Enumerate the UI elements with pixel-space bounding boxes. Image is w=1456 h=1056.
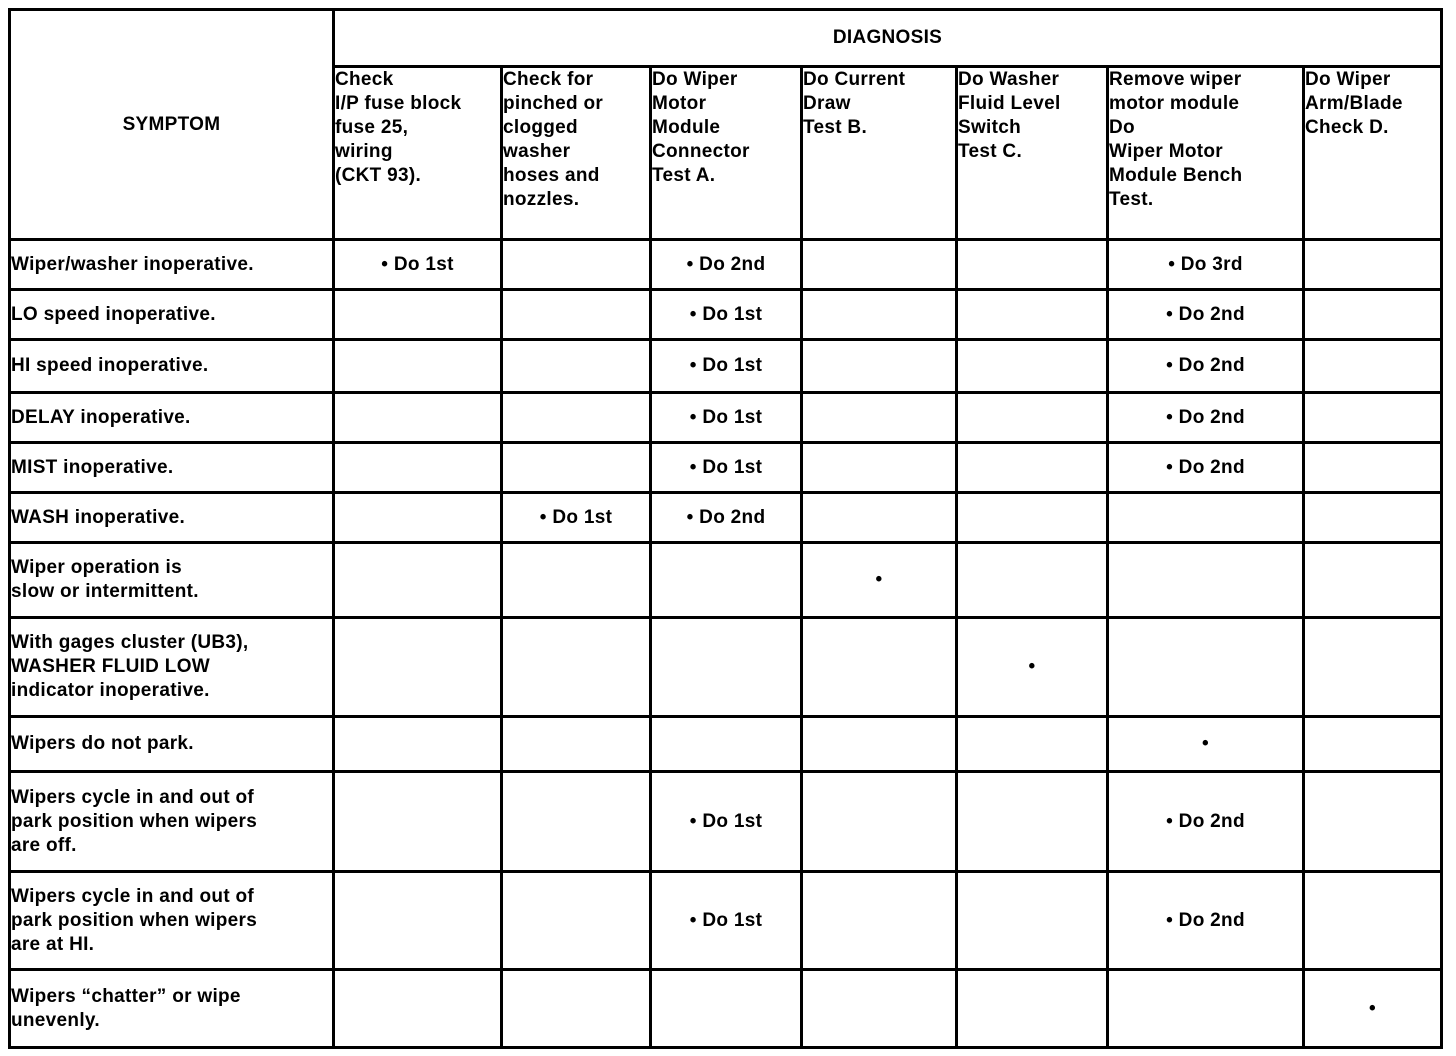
symptom-header: SYMPTOM [10, 10, 334, 240]
table-row [10, 340, 1442, 393]
column-header-connector-test-a: Do Wiper Motor Module Connector Test A. [651, 67, 802, 240]
symptom-cell: Wipers cycle in and out of park position when wipers are off. [10, 772, 334, 872]
header-row-top [10, 10, 1442, 67]
diagnosis-cell [651, 717, 802, 772]
diagnosis-cell [957, 717, 1108, 772]
diagnosis-cell [502, 772, 651, 872]
diagnosis-header: DIAGNOSIS [334, 10, 1442, 67]
diagnosis-cell: • [1304, 970, 1442, 1048]
diagnosis-cell [334, 717, 502, 772]
diagnosis-cell [502, 872, 651, 970]
symptom-cell: Wipers cycle in and out of park position when wipers are at HI. [10, 872, 334, 970]
symptom-cell: Wiper/washer inoperative. [10, 240, 334, 290]
column-header-current-draw-test-b: Do Current Draw Test B. [802, 67, 957, 240]
diagnosis-cell: • Do 1st [651, 772, 802, 872]
diagnosis-cell [957, 872, 1108, 970]
diagnosis-cell [1304, 493, 1442, 543]
diagnosis-cell: • Do 1st [651, 393, 802, 443]
table-row [10, 970, 1442, 1048]
diagnosis-cell [1304, 443, 1442, 493]
diagnosis-cell [502, 443, 651, 493]
diagnosis-cell [957, 240, 1108, 290]
diagnosis-cell [502, 290, 651, 340]
symptom-cell: DELAY inoperative. [10, 393, 334, 443]
table-row [10, 393, 1442, 443]
diagnosis-cell: • Do 2nd [1108, 443, 1304, 493]
diagnosis-cell: • Do 2nd [1108, 290, 1304, 340]
diagnosis-cell [334, 340, 502, 393]
symptom-cell: Wiper operation is slow or intermittent. [10, 543, 334, 618]
diagnosis-cell [1304, 872, 1442, 970]
symptom-cell: Wipers do not park. [10, 717, 334, 772]
diagnosis-cell [334, 772, 502, 872]
diagnosis-cell [651, 543, 802, 618]
diagnosis-cell [651, 618, 802, 717]
diagnosis-cell [1108, 493, 1304, 543]
diagnosis-cell [502, 240, 651, 290]
diagnosis-cell: • [802, 543, 957, 618]
table-row [10, 290, 1442, 340]
diagnosis-cell [802, 340, 957, 393]
diagnosis-cell [1304, 290, 1442, 340]
diagnosis-cell [1108, 543, 1304, 618]
diagnosis-cell [957, 493, 1108, 543]
symptom-cell: HI speed inoperative. [10, 340, 334, 393]
diagnosis-cell: • Do 2nd [1108, 340, 1304, 393]
diagnosis-cell [802, 717, 957, 772]
table-row [10, 872, 1442, 970]
diagnosis-cell [334, 290, 502, 340]
diagnosis-cell: • Do 3rd [1108, 240, 1304, 290]
diagnosis-cell: • Do 1st [334, 240, 502, 290]
diagnosis-cell [802, 872, 957, 970]
diagnosis-cell [1304, 240, 1442, 290]
diagnosis-cell: • Do 1st [502, 493, 651, 543]
diagnosis-cell: • Do 1st [651, 872, 802, 970]
diagnosis-cell: • Do 1st [651, 443, 802, 493]
diagnosis-cell [502, 717, 651, 772]
diagnosis-cell: • Do 2nd [1108, 393, 1304, 443]
diagnosis-cell [1108, 970, 1304, 1048]
diagnosis-cell [334, 970, 502, 1048]
diagnosis-cell [957, 443, 1108, 493]
diagnosis-cell [1108, 618, 1304, 717]
symptom-cell: Wipers “chatter” or wipe unevenly. [10, 970, 334, 1048]
diagnosis-cell [502, 543, 651, 618]
diagnosis-cell: • [1108, 717, 1304, 772]
table-row [10, 493, 1442, 543]
diagnosis-cell: • Do 1st [651, 340, 802, 393]
diagnosis-cell [334, 872, 502, 970]
diagnosis-cell [802, 240, 957, 290]
symptom-cell: WASH inoperative. [10, 493, 334, 543]
diagnosis-cell [502, 340, 651, 393]
column-header-fluid-level-test-c: Do Washer Fluid Level Switch Test C. [957, 67, 1108, 240]
column-header-fuse-check: Check I/P fuse block fuse 25, wiring (CKT 93). [334, 67, 502, 240]
diagnosis-cell [651, 970, 802, 1048]
diagnosis-cell [957, 290, 1108, 340]
table-row [10, 443, 1442, 493]
diagnosis-cell [802, 970, 957, 1048]
diagnosis-cell [1304, 772, 1442, 872]
diagnosis-cell [1304, 340, 1442, 393]
diagnosis-cell: • Do 1st [651, 290, 802, 340]
diagnosis-cell [957, 772, 1108, 872]
column-header-arm-blade-check-d: Do Wiper Arm/Blade Check D. [1304, 67, 1442, 240]
diagnosis-cell [957, 393, 1108, 443]
table-body [10, 240, 1442, 1048]
diagnosis-cell [334, 618, 502, 717]
diagnosis-cell [802, 443, 957, 493]
diagnosis-cell: • Do 2nd [651, 493, 802, 543]
table-row [10, 717, 1442, 772]
symptom-cell: MIST inoperative. [10, 443, 334, 493]
diagnosis-cell: • Do 2nd [651, 240, 802, 290]
diagnosis-cell [334, 443, 502, 493]
diagnosis-cell [802, 772, 957, 872]
table-row [10, 772, 1442, 872]
diagnosis-cell: • [957, 618, 1108, 717]
diagnosis-cell [334, 543, 502, 618]
symptom-cell: With gages cluster (UB3), WASHER FLUID LOW indicator inoperative. [10, 618, 334, 717]
diagnosis-cell [1304, 543, 1442, 618]
diagnosis-cell: • Do 2nd [1108, 772, 1304, 872]
diagnosis-cell [502, 618, 651, 717]
diagnosis-cell [502, 970, 651, 1048]
diagnosis-cell [802, 290, 957, 340]
column-header-hoses-check: Check for pinched or clogged washer hoses and nozzles. [502, 67, 651, 240]
diagnosis-cell [957, 340, 1108, 393]
diagnosis-cell [802, 393, 957, 443]
diagnosis-cell [802, 493, 957, 543]
diagnosis-cell [502, 393, 651, 443]
diagnosis-cell [1304, 618, 1442, 717]
column-header-bench-test: Remove wiper motor module Do Wiper Motor Module Bench Test. [1108, 67, 1304, 240]
diagnosis-cell [802, 618, 957, 717]
diagnosis-cell [957, 543, 1108, 618]
diagnosis-cell [334, 393, 502, 443]
table-row [10, 618, 1442, 717]
diagnosis-cell [334, 493, 502, 543]
table-row [10, 240, 1442, 290]
diagnosis-table [8, 8, 1443, 1049]
diagnosis-cell: • Do 2nd [1108, 872, 1304, 970]
diagnosis-cell [1304, 393, 1442, 443]
diagnosis-cell [1304, 717, 1442, 772]
symptom-cell: LO speed inoperative. [10, 290, 334, 340]
diagnosis-cell [957, 970, 1108, 1048]
table-row [10, 543, 1442, 618]
